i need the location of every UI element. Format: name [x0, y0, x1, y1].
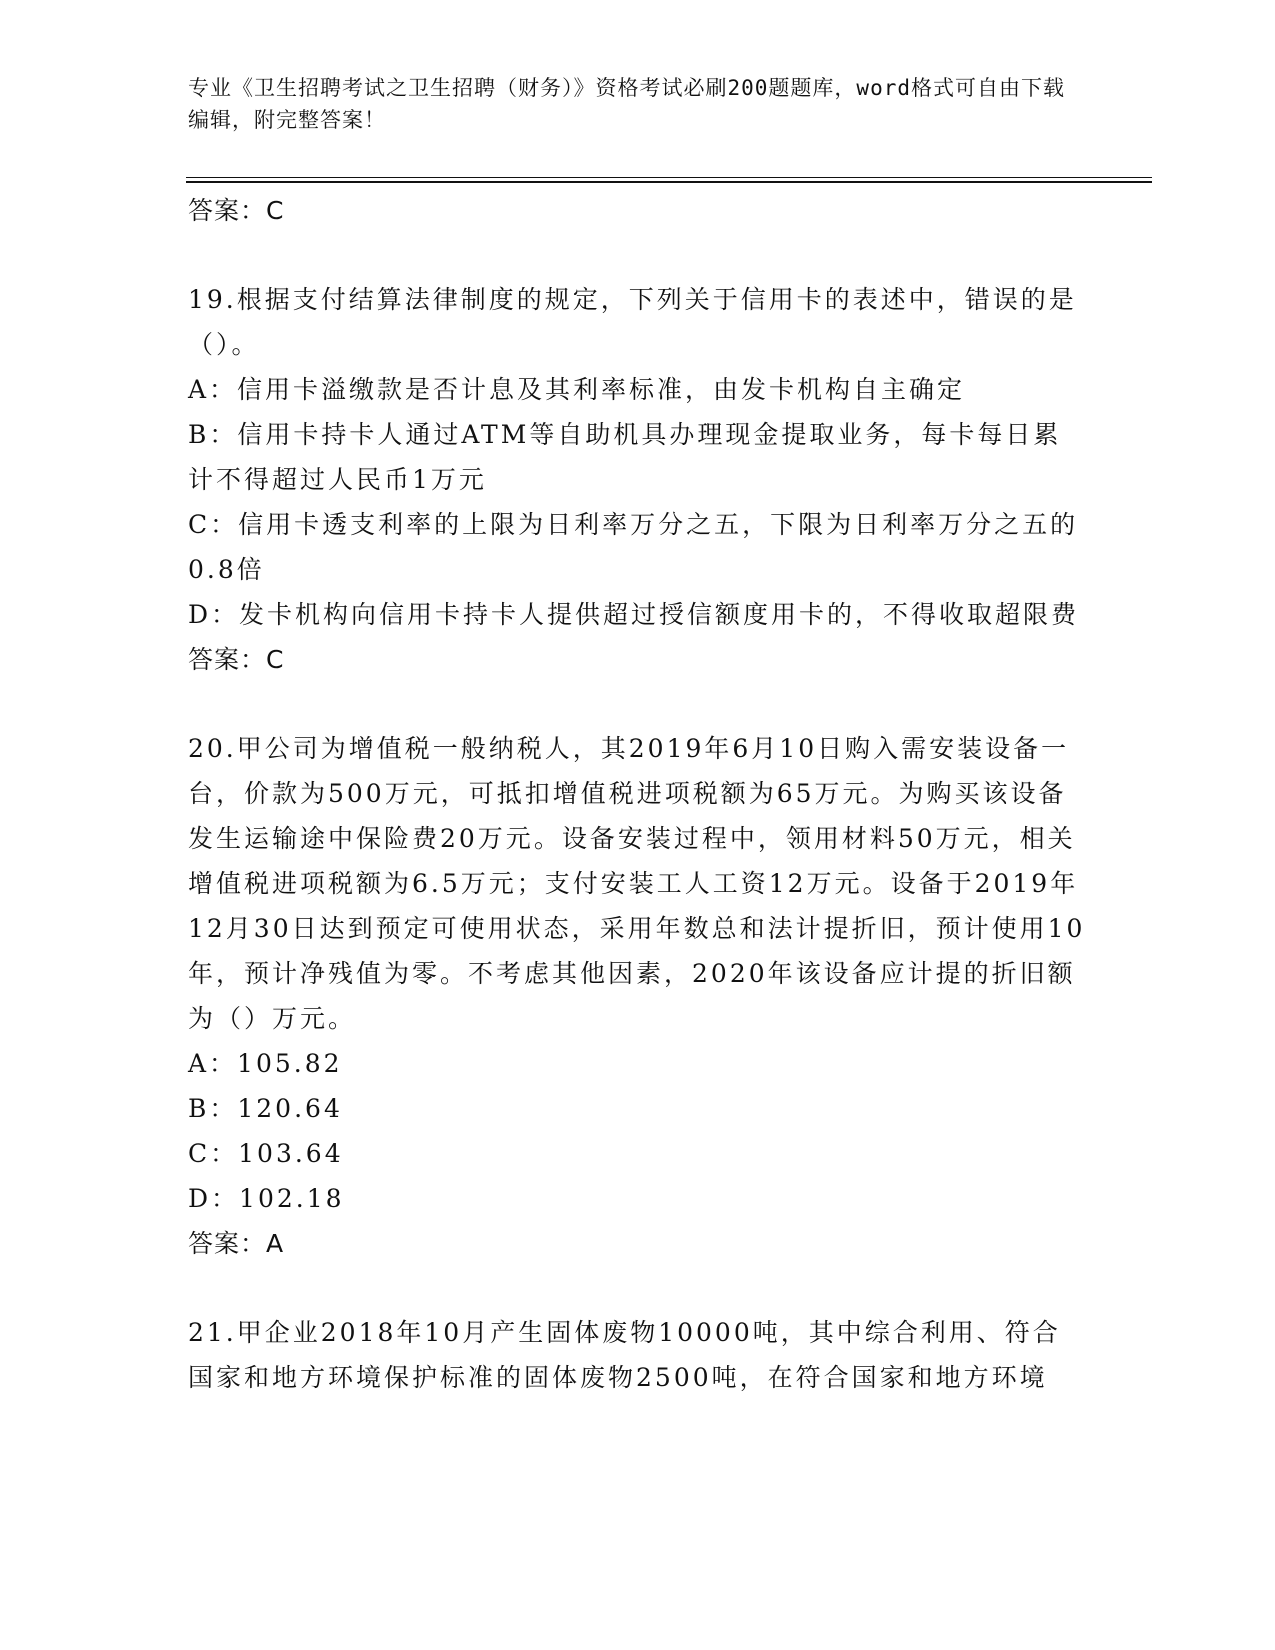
header-divider-thick	[186, 181, 1152, 183]
answer-line: 答案：C	[188, 196, 285, 225]
question-stem: 19.根据支付结算法律制度的规定，下列关于信用卡的表述中，错误的是（）。	[188, 285, 1077, 359]
option-a: A：信用卡溢缴款是否计息及其利率标准，由发卡机构自主确定	[188, 375, 966, 404]
spacer	[188, 233, 1088, 277]
option-b: B：120.64	[188, 1094, 343, 1123]
question-stem: 20.甲公司为增值税一般纳税人，其2019年6月10日购入需安装设备一台，价款为500万元，可抵扣增值税进项税额为65万元。为购买该设备发生运输途中保险费20万元。设备安装过程中，领用材料50万元，相关增值税进项税额为6.5万元；支付安装工人工资12万元。设备于2019年12月30日达到预定可使用状态，采用年数总和法计提折旧，预计使用10年，预计净残值为零。不考虑其他因素，2020年该设备应计提的折旧额为（）万元。	[188, 734, 1086, 1033]
question-list	[188, 188, 1088, 1400]
option-d: D：102.18	[188, 1184, 345, 1213]
answer-line: 答案：A	[188, 1229, 285, 1258]
page-header: 专业《卫生招聘考试之卫生招聘（财务）》资格考试必刷200题题库，word格式可自由下载编辑，附完整答案！	[188, 76, 1065, 132]
spacer	[188, 1266, 1088, 1310]
option-c: C：103.64	[188, 1139, 344, 1168]
question-stem: 21.甲企业2018年10月产生固体废物10000吨，其中综合利用、符合国家和地方环境保护标准的固体废物2500吨，在符合国家和地方环境	[188, 1318, 1061, 1392]
spacer	[188, 682, 1088, 726]
question-21	[188, 1310, 1088, 1400]
answer-line: 答案：C	[188, 645, 285, 674]
question-19	[188, 277, 1088, 682]
option-b: B：信用卡持卡人通过ATM等自助机具办理现金提取业务，每卡每日累计不得超过人民币1万元	[188, 420, 1062, 494]
option-c: C：信用卡透支利率的上限为日利率万分之五，下限为日利率万分之五的0.8倍	[188, 510, 1079, 584]
question-20	[188, 726, 1088, 1266]
option-d: D：发卡机构向信用卡持卡人提供超过授信额度用卡的，不得收取超限费	[188, 600, 1080, 629]
header-divider-thin	[186, 177, 1152, 178]
option-a: A：105.82	[188, 1049, 343, 1078]
